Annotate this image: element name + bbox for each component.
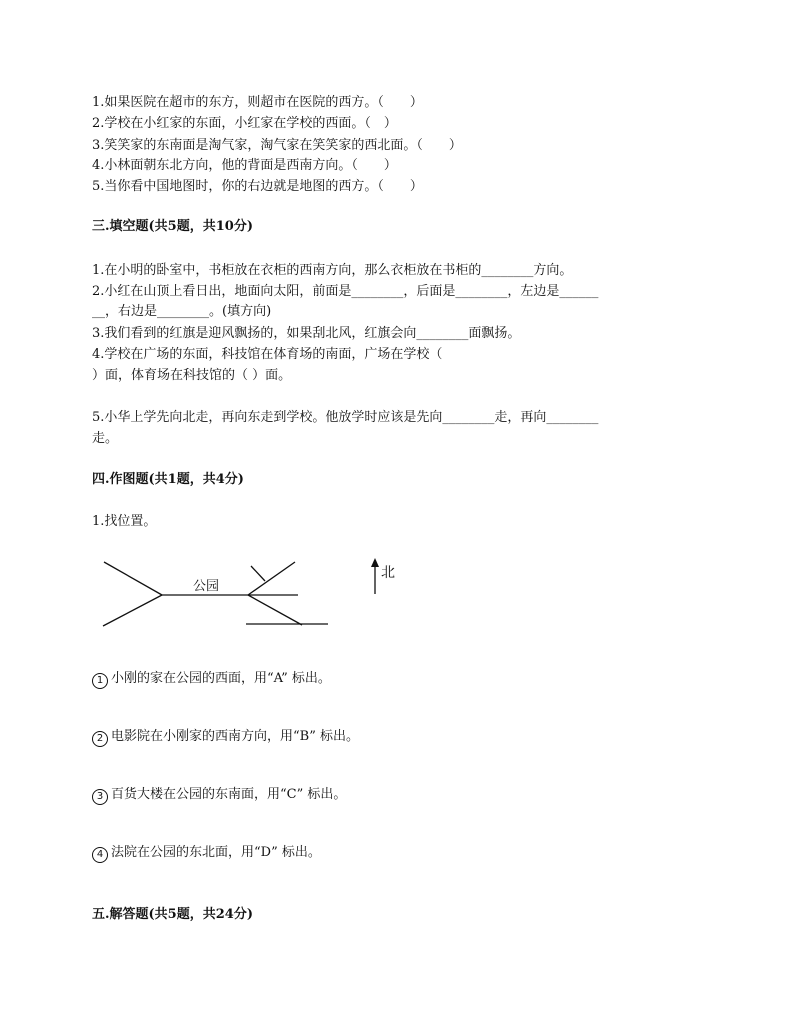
task-2-text: 电影院在小刚家的西南方向，用“B” 标出。 — [111, 729, 359, 744]
task-2 — [92, 727, 359, 747]
judge-item-5: 5.当你看中国地图时，你的右边就是地图的西方。（ ） — [92, 179, 423, 194]
task-1 — [92, 669, 331, 689]
fill-item-3: 3.我们看到的红旗是迎风飘扬的，如果刮北风，红旗会向________面飘扬。 — [92, 326, 521, 341]
diagram-north-label: 北 — [381, 565, 395, 581]
judge-item-2: 2.学校在小红家的东面，小红家在学校的西面。（ ） — [92, 116, 397, 131]
task-1-text: 小刚的家在公园的西面，用“A” 标出。 — [111, 671, 331, 686]
task-4-text: 法院在公园的东北面，用“D” 标出。 — [111, 845, 321, 860]
fill-item-4-cont: ）面，体育场在科技馆的（ ）面。 — [92, 368, 292, 383]
circled-number-1: 1 — [92, 673, 108, 689]
circled-number-2: 2 — [92, 731, 108, 747]
fill-item-2: 2.小红在山顶上看日出，地面向太阳，前面是________，后面是________，左边是______ — [92, 284, 599, 299]
task-3 — [92, 785, 346, 805]
judge-item-3: 3.笑笑家的东南面是淘气家，淘气家在笑笑家的西北面。（ ） — [92, 138, 462, 153]
fill-item-1: 1.在小明的卧室中，书柜放在衣柜的西南方向，那么衣柜放在书柜的________方向。 — [92, 263, 573, 278]
diagram-park-label: 公园 — [193, 579, 220, 594]
section-title-drawing: 四.作图题(共1题，共4分) — [92, 472, 244, 487]
diagram-road-west-lower — [103, 595, 162, 626]
fill-item-5-cont: 走。 — [92, 431, 119, 446]
circled-number-4: 4 — [92, 847, 108, 863]
diagram-road-north-branch — [251, 566, 265, 581]
judge-item-1: 1.如果医院在超市的东方，则超市在医院的西方。（ ） — [92, 95, 423, 110]
fill-item-4: 4.学校在广场的东面，科技馆在体育场的南面，广场在学校（ — [92, 347, 443, 362]
task-3-text: 百货大楼在公园的东南面，用“C” 标出。 — [111, 787, 347, 802]
fill-item-2-cont: __，右边是________。(填方向) — [92, 304, 272, 319]
judge-item-4: 4.小林面朝东北方向，他的背面是西南方向。（ ） — [92, 158, 397, 173]
diagram-road-northeast — [248, 562, 295, 595]
drawing-question: 1.找位置。 — [92, 514, 157, 529]
circled-number-3: 3 — [92, 789, 108, 805]
task-4 — [92, 843, 321, 863]
fill-item-5: 5.小华上学先向北走，再向东走到学校。他放学时应该是先向________走，再向________ — [92, 410, 599, 425]
section-title-answer: 五.解答题(共5题，共24分) — [92, 907, 253, 922]
diagram-road-west-upper — [104, 562, 162, 595]
diagram-road-southeast — [248, 595, 302, 625]
section-title-fill-in: 三.填空题(共5题，共10分) — [92, 219, 253, 234]
north-arrow-icon — [371, 558, 379, 567]
